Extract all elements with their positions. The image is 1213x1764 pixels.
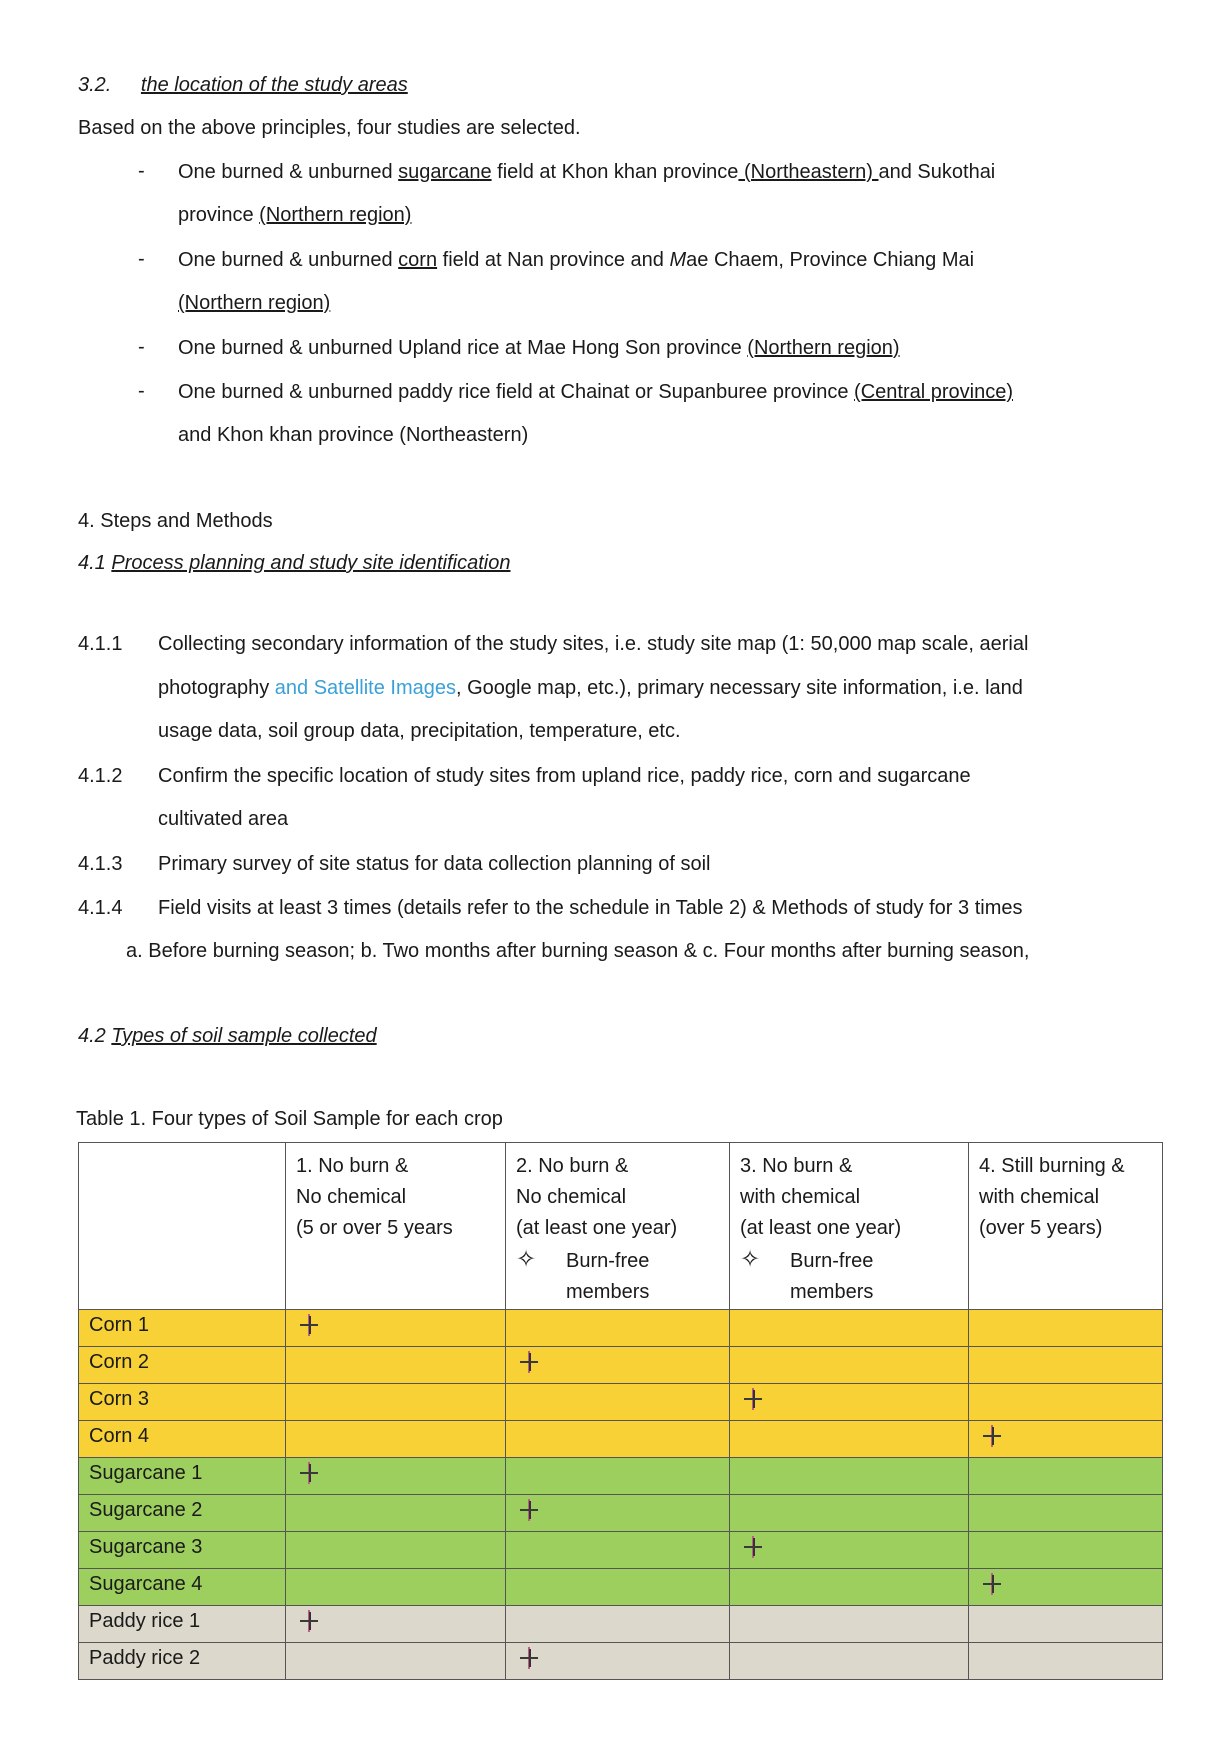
row-label: Sugarcane 2 — [79, 1495, 286, 1532]
sparkle-icon: ✧ — [516, 1246, 537, 1273]
bullet-paddy-rice-line1: One burned & unburned paddy rice field at Chainat or Supanburee province (Central province) — [178, 381, 1013, 403]
table-row — [79, 1421, 1163, 1458]
row-label: Corn 3 — [79, 1384, 286, 1421]
item-4-1-4-line1: Field visits at least 3 times (details refer to the schedule in Table 2) & Methods of study for 3 times — [158, 897, 1023, 919]
table-row — [79, 1347, 1163, 1384]
table-row — [79, 1569, 1163, 1606]
table-cell — [730, 1384, 969, 1421]
table-caption: Table 1. Four types of Soil Sample for each crop — [76, 1108, 503, 1130]
table-cell — [286, 1458, 506, 1495]
table-cell — [969, 1495, 1163, 1532]
plus-mark-icon — [300, 1462, 318, 1484]
header-empty-cell — [79, 1143, 286, 1310]
plus-mark-icon — [520, 1499, 538, 1521]
item-4-1-2-line1: Confirm the specific location of study sites from upland rice, paddy rice, corn and sugarcane — [158, 765, 971, 787]
table-cell — [969, 1421, 1163, 1458]
table-row — [79, 1643, 1163, 1680]
table-cell — [286, 1495, 506, 1532]
row-label: Paddy rice 1 — [79, 1606, 286, 1643]
row-label: Sugarcane 4 — [79, 1569, 286, 1606]
table-cell — [506, 1495, 730, 1532]
plus-mark-icon — [744, 1536, 762, 1558]
table-cell — [506, 1532, 730, 1569]
plus-mark-icon — [520, 1351, 538, 1373]
item-number: 4.1.3 — [78, 853, 123, 875]
table-row — [79, 1310, 1163, 1347]
table-cell — [286, 1606, 506, 1643]
table-cell — [506, 1421, 730, 1458]
item-number: 4.1.1 — [78, 633, 123, 655]
bullet-paddy-rice-line2: and Khon khan province (Northeastern) — [178, 424, 529, 446]
row-label: Corn 4 — [79, 1421, 286, 1458]
item-number: 4.1.4 — [78, 897, 123, 919]
section-3-2-heading — [78, 73, 408, 97]
table-row — [79, 1384, 1163, 1421]
table-cell — [286, 1384, 506, 1421]
bullet-corn-line1: One burned & unburned corn field at Nan province and Mae Chaem, Province Chiang Mai — [178, 249, 975, 271]
section-title: the location of the study areas — [140, 74, 408, 96]
table-cell — [730, 1569, 969, 1606]
table-cell — [969, 1532, 1163, 1569]
table-cell — [506, 1643, 730, 1680]
plus-mark-icon — [983, 1573, 1001, 1595]
item-4-1-1-line2: photography and Satellite Images, Google map, etc.), primary necessary site information, i.e. land — [158, 677, 1023, 699]
table-cell — [286, 1569, 506, 1606]
plus-mark-icon — [300, 1610, 318, 1632]
table-cell — [730, 1643, 969, 1680]
sparkle-icon: ✧ — [740, 1246, 761, 1273]
section-4-1-heading: 4.1 Process planning and study site identification — [78, 552, 511, 574]
table-cell — [730, 1532, 969, 1569]
bullet-dash: - — [138, 160, 145, 182]
table-cell — [730, 1495, 969, 1532]
table-cell — [506, 1458, 730, 1495]
item-4-1-2-line2: cultivated area — [158, 808, 289, 830]
row-label: Sugarcane 3 — [79, 1532, 286, 1569]
section-4-heading: 4. Steps and Methods — [78, 510, 273, 532]
item-4-1-1-line3: usage data, soil group data, precipitation, temperature, etc. — [158, 720, 681, 742]
bullet-dash: - — [138, 248, 145, 270]
table-cell — [969, 1310, 1163, 1347]
table-cell — [730, 1310, 969, 1347]
table-cell — [286, 1532, 506, 1569]
table-cell — [969, 1569, 1163, 1606]
table-cell — [286, 1310, 506, 1347]
table-cell — [730, 1347, 969, 1384]
row-label: Corn 2 — [79, 1347, 286, 1384]
table-row — [79, 1458, 1163, 1495]
item-4-1-3-line1: Primary survey of site status for data collection planning of soil — [158, 853, 711, 875]
bullet-upland-rice: One burned & unburned Upland rice at Mae Hong Son province (Northern region) — [178, 337, 900, 359]
table-row — [79, 1606, 1163, 1643]
table-cell — [730, 1606, 969, 1643]
section-4-2-heading: 4.2 Types of soil sample collected — [78, 1025, 377, 1047]
table-cell — [286, 1421, 506, 1458]
row-label: Sugarcane 1 — [79, 1458, 286, 1495]
item-number: 4.1.2 — [78, 765, 123, 787]
plus-mark-icon — [983, 1425, 1001, 1447]
plus-mark-icon — [520, 1647, 538, 1669]
bullet-corn-line2: (Northern region) — [178, 292, 331, 314]
soil-sample-table — [78, 1142, 1163, 1680]
row-label: Paddy rice 2 — [79, 1643, 286, 1680]
intro-paragraph: Based on the above principles, four studies are selected. — [78, 117, 581, 139]
table-cell — [730, 1458, 969, 1495]
header-cell-3: 3. No burn & with chemical (at least one year) ✧ Burn-free members — [730, 1143, 969, 1310]
header-cell-1: 1. No burn & No chemical (5 or over 5 years — [286, 1143, 506, 1310]
table-cell — [969, 1384, 1163, 1421]
table-row — [79, 1532, 1163, 1569]
header-cell-4: 4. Still burning & with chemical (over 5 years) — [969, 1143, 1163, 1310]
table-cell — [969, 1643, 1163, 1680]
table-cell — [286, 1643, 506, 1680]
item-4-1-1-line1: Collecting secondary information of the study sites, i.e. study site map (1: 50,000 map scale, aerial — [158, 633, 1029, 655]
table-cell — [506, 1310, 730, 1347]
section-number: 3.2. — [78, 74, 112, 96]
table-cell — [506, 1384, 730, 1421]
table-cell — [969, 1458, 1163, 1495]
bullet-sugarcane-line1: One burned & unburned sugarcane field at Khon khan province (Northeastern) and Sukothai — [178, 161, 996, 183]
bullet-sugarcane-line2: province (Northern region) — [178, 204, 412, 226]
plus-mark-icon — [744, 1388, 762, 1410]
table-cell — [730, 1421, 969, 1458]
header-cell-2: 2. No burn & No chemical (at least one year) ✧ Burn-free members — [506, 1143, 730, 1310]
bullet-dash: - — [138, 380, 145, 402]
table-cell — [969, 1606, 1163, 1643]
item-4-1-4-line2: a. Before burning season; b. Two months after burning season & c. Four months after burning season, — [126, 940, 1030, 962]
table-header-row — [79, 1143, 1163, 1310]
table-cell — [506, 1569, 730, 1606]
table-row — [79, 1495, 1163, 1532]
plus-mark-icon — [300, 1314, 318, 1336]
table-cell — [969, 1347, 1163, 1384]
bullet-dash: - — [138, 336, 145, 358]
table-cell — [506, 1347, 730, 1384]
table-cell — [286, 1347, 506, 1384]
table-cell — [506, 1606, 730, 1643]
row-label: Corn 1 — [79, 1310, 286, 1347]
